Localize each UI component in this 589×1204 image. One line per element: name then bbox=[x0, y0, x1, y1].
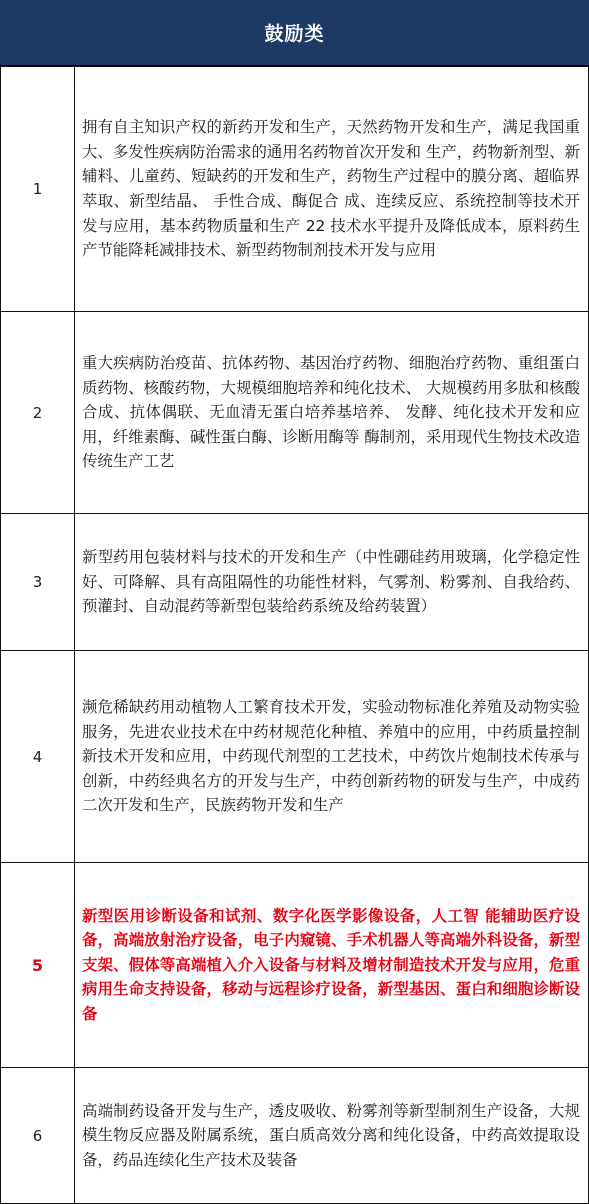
table-row bbox=[1, 312, 589, 514]
encouraged-category-table bbox=[0, 66, 589, 1204]
row-description: 高端制药设备开发与生产，透皮吸收、粉雾剂等新型制剂生产设备，大规模生物反应器及附属系统，蛋白质高效分离和纯化设备，中药高效提取设备，药品连续化生产技术及装备 bbox=[75, 1068, 589, 1204]
row-number: 5 bbox=[1, 863, 75, 1068]
row-description: 新型药用包装材料与技术的开发和生产（中性硼硅药用玻璃，化学稳定性好、可降解、具有高阻隔性的功能性材料，气雾剂、粉雾剂、自我给药、预灌封、自动混药等新型包装给药系统及给药装置） bbox=[75, 514, 589, 651]
row-description: 重大疾病防治疫苗、抗体药物、基因治疗药物、细胞治疗药物、重组蛋白质药物、核酸药物，大规模细胞培养和纯化技术、 大规模药用多肽和核酸合成、抗体偶联、无血清无蛋白培养基培养、 发酵、纯化技术开发和应用，纤维素酶、碱性蛋白酶、诊断用酶等 酶制剂，采用现代生物技术改造传统生产工艺 bbox=[75, 312, 589, 514]
table-header-title: 鼓励类 bbox=[264, 23, 325, 45]
row-description: 拥有自主知识产权的新药开发和生产，天然药物开发和生产，满足我国重大、多发性疾病防治需求的通用名药物首次开发和 生产，药物新剂型、新辅料、儿童药、短缺药的开发和生产，药物生产过程中的膜分离、超临界萃取、新型结晶、 手性合成、酶促合 成、连续反应、系统控制等技术开发与应用，基本药物质量和生产 22 技术水平提升及降低成本，原料药生产节能降耗减排技术、新型药物制剂技术开发与应用 bbox=[75, 67, 589, 312]
row-description: 濒危稀缺药用动植物人工繁育技术开发，实验动物标准化养殖及动物实验服务，先进农业技术在中药材规范化种植、养殖中的应用，中药质量控制新技术开发和应用，中药现代剂型的工艺技术，中药饮片炮制技术传承与创新，中药经典名方的开发与生产，中药创新药物的研发与生产，中成药二次开发和生产，民族药物开发和生产 bbox=[75, 651, 589, 863]
row-number: 3 bbox=[1, 514, 75, 651]
table-header bbox=[0, 0, 589, 66]
row-number: 2 bbox=[1, 312, 75, 514]
row-number: 4 bbox=[1, 651, 75, 863]
table-row bbox=[1, 1068, 589, 1204]
table-row bbox=[1, 651, 589, 863]
table-row bbox=[1, 514, 589, 651]
table-row-highlighted bbox=[1, 863, 589, 1068]
row-number: 6 bbox=[1, 1068, 75, 1204]
row-number: 1 bbox=[1, 67, 75, 312]
table-row bbox=[1, 67, 589, 312]
row-description: 新型医用诊断设备和试剂、数字化医学影像设备，人工智 能辅助医疗设备，高端放射治疗设备，电子内窥镜、手术机器人等高端外科设备，新型支架、假体等高端植入介入设备与材料及增材制造技术开发与应用，危重病用生命支持设备，移动与远程诊疗设备，新型基因、蛋白和细胞诊断设备 bbox=[75, 863, 589, 1068]
